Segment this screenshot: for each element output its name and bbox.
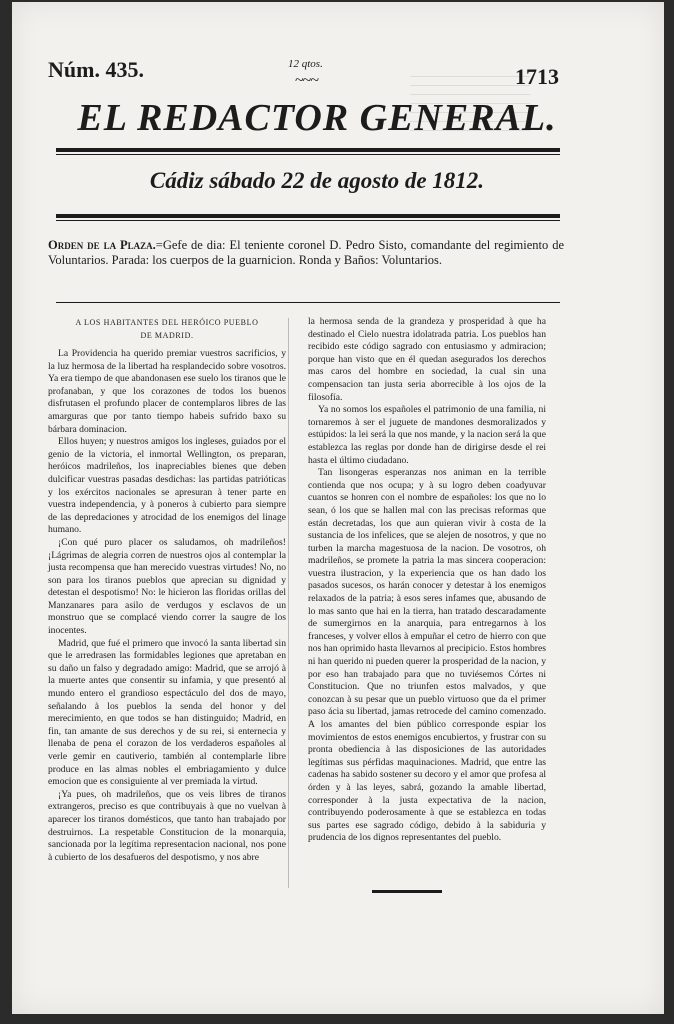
article-column-left [48, 316, 286, 864]
paragraph: ¡Con qué puro placer os saludamos, oh madrileños! ¡Lágrimas de alegria corren de nuestros ojos al contemplar la justa recompensa que han merecido vuestras virtudes! No, no son para los tiranos pueblos que aprecian su dignidad y detestan el despotismo! No: le hicieron las floridas orillas del Manzanares para asilo de verdugos y esclavos de un monstruo que se complacé viendo correr la saugre de los inocentes. [48, 536, 286, 637]
article-column-right [308, 316, 546, 845]
paragraph: ¡Ya pues, oh madrileños, que os veis libres de tiranos extrangeros, preciso es que contribuyais à que no vuelvan à aparecer los tiranos domésticos, que tanto han trabajado por destruirnos. La respetable Constitucion de la monarquia, sancionada por la legítima representacion nacional, nos pone à cubierto de los desafueros del despotismo, y nos abre [48, 788, 286, 863]
paragraph: Ellos huyen; y nuestros amigos los ingleses, guiados por el genio de la victoria, el inmortal Wellington, os preparan, heróicos madrileños, los inapreciables bienes que deben dulcificar vuestras pasadas desdichas: las partidas patrióticas y los exércitos nacionales se apresuran à tener parte en vuestra independencia, y à poneros à cubierto para siempre de las depredaciones y atrocidad de los enemigos del linage humano. [48, 436, 286, 536]
orden-lead: Orden de la Plaza. [48, 238, 156, 252]
masthead-title: EL REDACTOR GENERAL. [77, 97, 557, 139]
paragraph: Madrid, que fué el primero que invocó la santa libertad sin que le arredrasen las formidables legiones que apretaban en su daño un falso y degradado amigo: Madrid, que se arrojó à la muerte antes que consentir su infamia, y que presentó al mundo entero el grandioso espectáculo del dos de mayo, señalando à los pueblos la senda del honor y del merecimiento, en que todos se han distinguido; Madrid, en fin, tan amante de sus derechos y de su rei, si enternecia y llenaba de pena el corazon de los verdaderos españoles al verle gemir en cautiverio, también al contemplarle libre produce en las almas nobles el embriagamiento y dulce emocion que es consiguiente al ver premiada la virtud. [48, 637, 286, 788]
orden-de-la-plaza [48, 238, 564, 268]
page-number: 1713 [515, 64, 559, 89]
paragraph: Tan lisongeras esperanzas nos animan en la terrible contienda que nos ocupa; y à su logro deben coadyuvar cuantos se honren con el nombre de españoles: los que no lo sean, ó los que se hallen mal con las precisas reformas que están decretadas, los que aun quieran vivir à costa de la sustancia de los infelices, que se alejen de nosotros, y que no turben la marcha magestuosa de la nacion. De vosotros, oh madrileños, se promete la patria la mas sincera cooperacion: vuestra ilustracion, y la experiencia que os han dado los pasados sucesos, os harán conocer y detestar à los enemigos relaxados de la patria; à esos seres infames que, abusando de lo mas santo que hai en la tierra, han tratado descaradamente de sumergirnos en la anarquia, para entregarnos à los franceses, y volver ellos à empuñar el cetro de hierro con que nos han oprimido hasta llevarnos al precipicio. Estos hombres ni han querido ni pueden querer la prosperidad de la nacion, y por eso han trabajado para que no tuviésemos Córtes ni Constitucion. Que no triunfen estos malvados, y que conozcan à su pesar que un pueblo virtuoso que da el primer paso ácia su libertad, jamas retrocede del camino comenzado. A los amantes del bien público corresponde espiar los movimientos de estos enemigos encubiertos, y frustrar con su pronta obediencia à las disposiciones de las autoridades legítimas sus pérfidas maquinaciones. Madrid, que entre las cadenas ha sabido sostener su decoro y el amor que profesa al órden y à las leyes, sabrá, gozando la amable libertad, corresponder à la justa expectativa de la nacion, contribuyendo poderosamente à que se establezca en todas sus partes ese sagrado código, debido à la sabiduria y prudencia de los dignos representantes del pueblo. [308, 467, 546, 844]
flourish-ornament: ~~~ [295, 72, 318, 89]
section-rule [56, 302, 560, 303]
paragraph: La Providencia ha querido premiar vuestros sacrificios, y la luz hermosa de la libertad ha resplandecido sobre vosotros. Ya era tiempo de que abandonasen ese suelo los tiranos que le profanaban, y que los corazones de todos los buenos disfrutasen el profundo placer de contemplaros libres de las amarguras que por tanto tiempo habeis sufrido baxo su bárbara dominacion. [48, 348, 287, 435]
newspaper-page [12, 2, 664, 1014]
article-heading-line-1: A LOS HABITANTES DEL HERÓICO PUEBLO [75, 318, 259, 327]
orden-text: =Gefe de dia: El teniente coronel D. Pedro Sisto, comandante del regimiento de Voluntarios. Parada: los cuerpos de la guarnicion. Ronda y Baños: Voluntarios. [48, 238, 564, 267]
price: 12 qtos. [288, 58, 323, 70]
paragraph: Ya no somos los españoles el patrimonio de una familia, ni tornaremos à ser el juguete de mandones desmoralizados y estúpidos: la lei será la que nos mande, y la nacion será la que establezca las reglas por donde han de dirigirse desde el rei hasta el último ciudadano. [308, 404, 546, 466]
dateline-rule-thin [56, 220, 560, 221]
dateline-rule-thick [56, 214, 560, 218]
issue-number: Núm. 435. [48, 57, 144, 82]
paragraph: la hermosa senda de la grandeza y prosperidad à que ha destinado el Cielo nuestra idolatrada patria. Los pueblos han recibido este código sagrado con entusiasmo y admiracion; porque han visto que en él quedan asegurados los derechos mas caros del hombre en sociedad, la cual sin una compensacion tan justa seria aborrecible à los ojos de la filosofía. [308, 316, 546, 403]
article-heading-line-2: DE MADRID. [140, 331, 194, 340]
column-divider [288, 318, 289, 888]
dateline: Cádiz sábado 22 de agosto de 1812. [149, 168, 485, 193]
masthead-rule-thin [56, 154, 560, 155]
article-end-rule [372, 890, 442, 893]
masthead-rule-thick [56, 148, 560, 152]
